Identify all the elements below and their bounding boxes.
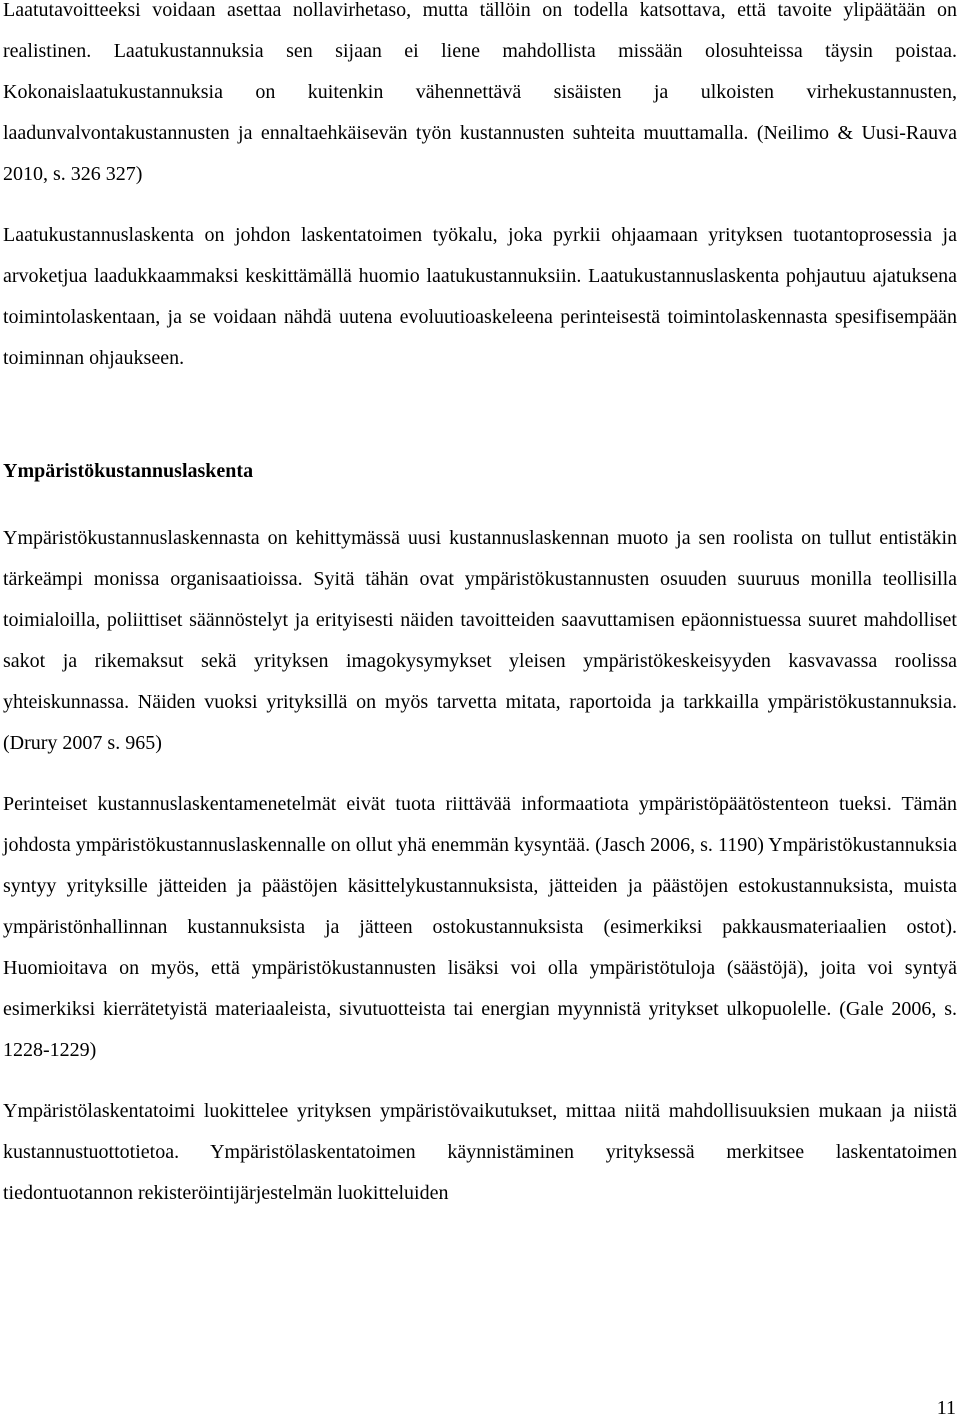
paragraph-environmental-accounting: Ympäristölaskentatoimi luokittelee yrityksen ympäristövaikutukset, mittaa niitä mahdollisuuksien mukaan ja niistä kustannustuottotietoa. Ympäristölaskentatoimen käynnistäminen yrityksessä merkitsee laskentatoimen tiedontuotannon rekisteröintijärjestelmän luokitteluiden: [3, 1100, 957, 1204]
paragraph-quality-costs: Laatutavoitteeksi voidaan asettaa nollavirhetaso, mutta tällöin on todella katsottava, että tavoite ylipäätään on realistinen. Laatukustannuksia sen sijaan ei liene mahdollista missään olosuhteissa täysin poistaa. Kokonaislaatukustannuksia on kuitenkin vähennettävä sisäisten ja ulkoisten virhekustannusten, laadunvalvontakustannusten ja ennaltaehkäisevän työn kustannusten suhteita muuttamalla. (Neilimo & Uusi-Rauva 2010, s. 326 327): [3, 0, 957, 185]
paragraph-gap: [3, 764, 957, 784]
heading-gap: [3, 379, 957, 451]
paragraph-environmental-accounting-intro: Ympäristökustannuslaskennasta on kehittymässä uusi kustannuslaskennan muoto ja sen roolista on tullut entistäkin tärkeämpi monissa organisaatioissa. Syitä tähän ovat ympäristökustannusten osuuden suuruus monilla teollisilla toimialoilla, poliittiset säännöstelyt ja erityisesti näiden tavoitteiden saavuttamisen epäonnistuessa suuret mahdolliset sakot ja rikemaksut sekä yrityksen imagokysymykset yleisen ympäristökeskeisyyden kasvavassa roolissa yhteiskunnassa. Näiden vuoksi yrityksillä on myös tarvetta mitata, raportoida ja tarkkailla ympäristökustannuksia. (Drury 2007 s. 965): [3, 527, 957, 754]
section-heading: Ympäristökustannuslaskenta: [3, 460, 254, 482]
paragraph-quality-cost-accounting: Laatukustannuslaskenta on johdon laskentatoimen työkalu, joka pyrkii ohjaamaan yrityksen tuotantoprosessia ja arvoketjua laadukkaammaksi keskittämällä huomio laatukustannuksiin. Laatukustannuslaskenta pohjautuu ajatuksena toimintolaskentaan, ja se voidaan nähdä uutena evoluutioaskeleena perinteisestä toimintolaskennasta spesifisempään toiminnan ohjaukseen.: [3, 224, 957, 369]
page-number: 11: [936, 1397, 956, 1419]
paragraph-environmental-costs: Perinteiset kustannuslaskentamenetelmät eivät tuota riittävää informaatiota ympäristöpäätöstenteon tueksi. Tämän johdosta ympäristökustannuslaskennalle on ollut yhä enemmän kysyntää. (Jasch 2006, s. 1190) Ympäristökustannuksia syntyy yrityksille jätteiden ja päästöjen käsittelykustannuksista, jätteiden ja päästöjen estokustannuksista, muista ympäristönhallinnan kustannuksista ja jätteen ostokustannuksista (esimerkiksi pakkausmateriaalien ostot). Huomioitava on myös, että ympäristökustannusten lisäksi voi olla ympäristötuloja (säästöjä), joita voi syntyä esimerkiksi kierrätetyistä materiaaleista, sivutuotteista tai energian myynnistä yritykset ulkopuolelle. (Gale 2006, s. 1228-1229): [3, 793, 957, 1061]
document-page: [3, 0, 957, 1214]
heading-gap: [3, 492, 957, 518]
paragraph-gap: [3, 1071, 957, 1091]
paragraph-gap: [3, 195, 957, 215]
